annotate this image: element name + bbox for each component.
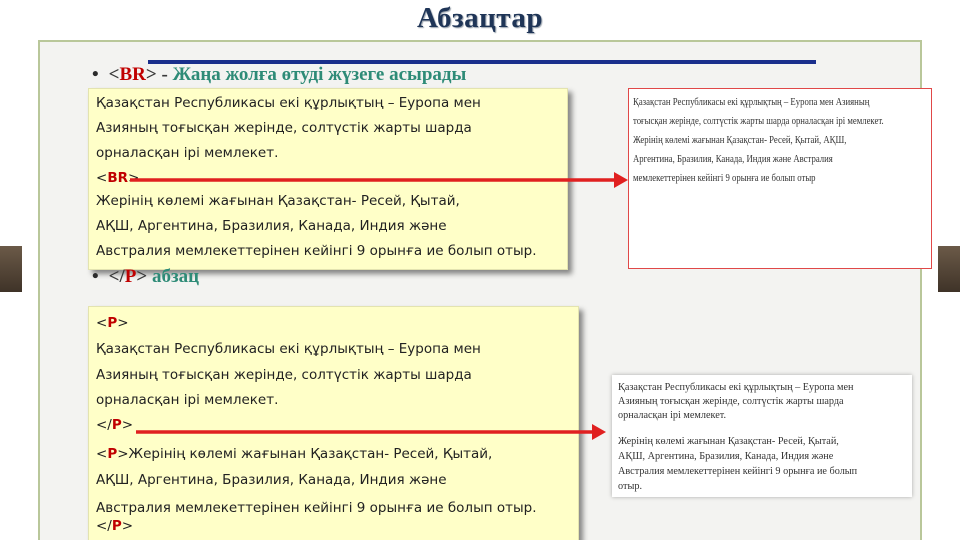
p-code-line-3: Азияның тоғысқан жерінде, солтүстік жарты шарда [96,367,472,383]
p-close2-lt: </ [96,518,112,534]
br-code-line-2: Азияның тоғысқан жерінде, солтүстік жарты шарда [96,120,472,136]
bullet-p-tag: P [124,266,137,287]
bullet-br-lt: < [108,64,120,85]
p-open2-gt: > [117,446,129,462]
bullet-p [92,266,199,288]
p-code-line-8: Австралия мемлекеттерінен кейінгі 9 орынға ие болып отыр. [96,500,537,516]
br-render-preview [628,88,932,269]
p-close2-gt: > [121,518,134,534]
p-render-line-7: отыр. [618,480,643,492]
bullet-br [92,64,466,86]
p-render-line-3: орналасқан ірі мемлекет. [618,409,727,421]
p-render-line-6: Австралия мемлекеттерінен кейінгі 9 орынға ие болып [618,465,858,477]
bullet-br-tag: BR [119,64,146,85]
br-arrow-head [614,172,628,188]
p-close1-gt: > [121,417,134,433]
p-close-tag-2 [96,518,133,534]
bullet-br-gt: > [145,64,157,85]
p-code-line-7: АҚШ, Аргентина, Бразилия, Канада, Индия және [96,472,447,488]
br-render-line-1: Қазақстан Республикасы екі құрлықтың – Еуропа мен Азияның [633,97,870,108]
p-render-preview [612,375,912,497]
br-arrow [130,168,630,192]
br-code-line-6: АҚШ, Аргентина, Бразилия, Канада, Индия және [96,218,447,234]
p-open1-gt: > [117,315,129,331]
br-code-line-1: Қазақстан Республикасы екі құрлықтың – Еуропа мен [96,95,481,111]
slide-title: Абзацтар [416,2,544,34]
p-close1-tag: P [111,417,122,433]
p-arrow [136,420,608,444]
bullet-br-dash: - [156,64,173,85]
p-close1-lt: </ [96,417,112,433]
p-render-line-2: Азияның тоғысқан жерінде, солтүстік жарты шарда [618,395,844,407]
br-render-line-2: тоғысқан жерінде, солтүстік жарты шарда орналасқан ірі мемлекет. [633,116,884,127]
bullet-dot: • [92,64,99,85]
br-code-line-3: орналасқан ірі мемлекет. [96,145,279,161]
bullet-p-lt: </ [108,266,125,287]
p-arrow-head [592,424,606,440]
p-code-line-4: орналасқан ірі мемлекет. [96,392,279,408]
p-open1-lt: < [96,315,108,331]
right-side-tab [938,246,960,292]
p-code-line-6-text: Жерінің көлемі жағынан Қазақстан- Ресей, Қытай, [128,446,493,462]
p-render-line-5: АҚШ, Аргентина, Бразилия, Канада, Индия және [618,450,834,462]
p-close-tag-1 [96,417,133,433]
p-open1-tag: P [107,315,118,331]
p-code-line-6 [96,446,492,462]
br-render-line-5: мемлекеттерінен кейінгі 9 орынға ие болып отыр [633,173,816,184]
p-open-tag-1 [96,315,129,331]
br-tag-name: BR [107,170,128,186]
br-code-line-7: Австралия мемлекеттерінен кейінгі 9 орынға ие болып отыр. [96,243,537,259]
br-tag-lt: < [96,170,108,186]
bullet-p-description: абзац [147,266,200,287]
br-render-line-3: Жерінің көлемі жағынан Қазақстан- Ресей, Қытай, АҚШ, [633,135,847,146]
p-render-line-4: Жерінің көлемі жағынан Қазақстан- Ресей, Қытай, [618,435,839,447]
p-open2-tag: P [107,446,118,462]
bullet-dot: • [92,266,99,287]
br-code-line-5: Жерінің көлемі жағынан Қазақстан- Ресей, Қытай, [96,193,460,209]
left-side-tab [0,246,22,292]
br-tag-gt: > [128,170,140,186]
p-code-line-2: Қазақстан Республикасы екі құрлықтың – Еуропа мен [96,341,481,357]
bullet-p-gt: > [136,266,148,287]
p-render-line-1: Қазақстан Республикасы екі құрлықтың – Еуропа мен [618,381,854,393]
br-render-line-4: Аргентина, Бразилия, Канада, Индия және Австралия [633,154,833,165]
bullet-br-description: Жаңа жолға өтуді жүзеге асырады [172,64,467,85]
p-close2-tag: P [111,518,122,534]
p-open2-lt: < [96,446,108,462]
